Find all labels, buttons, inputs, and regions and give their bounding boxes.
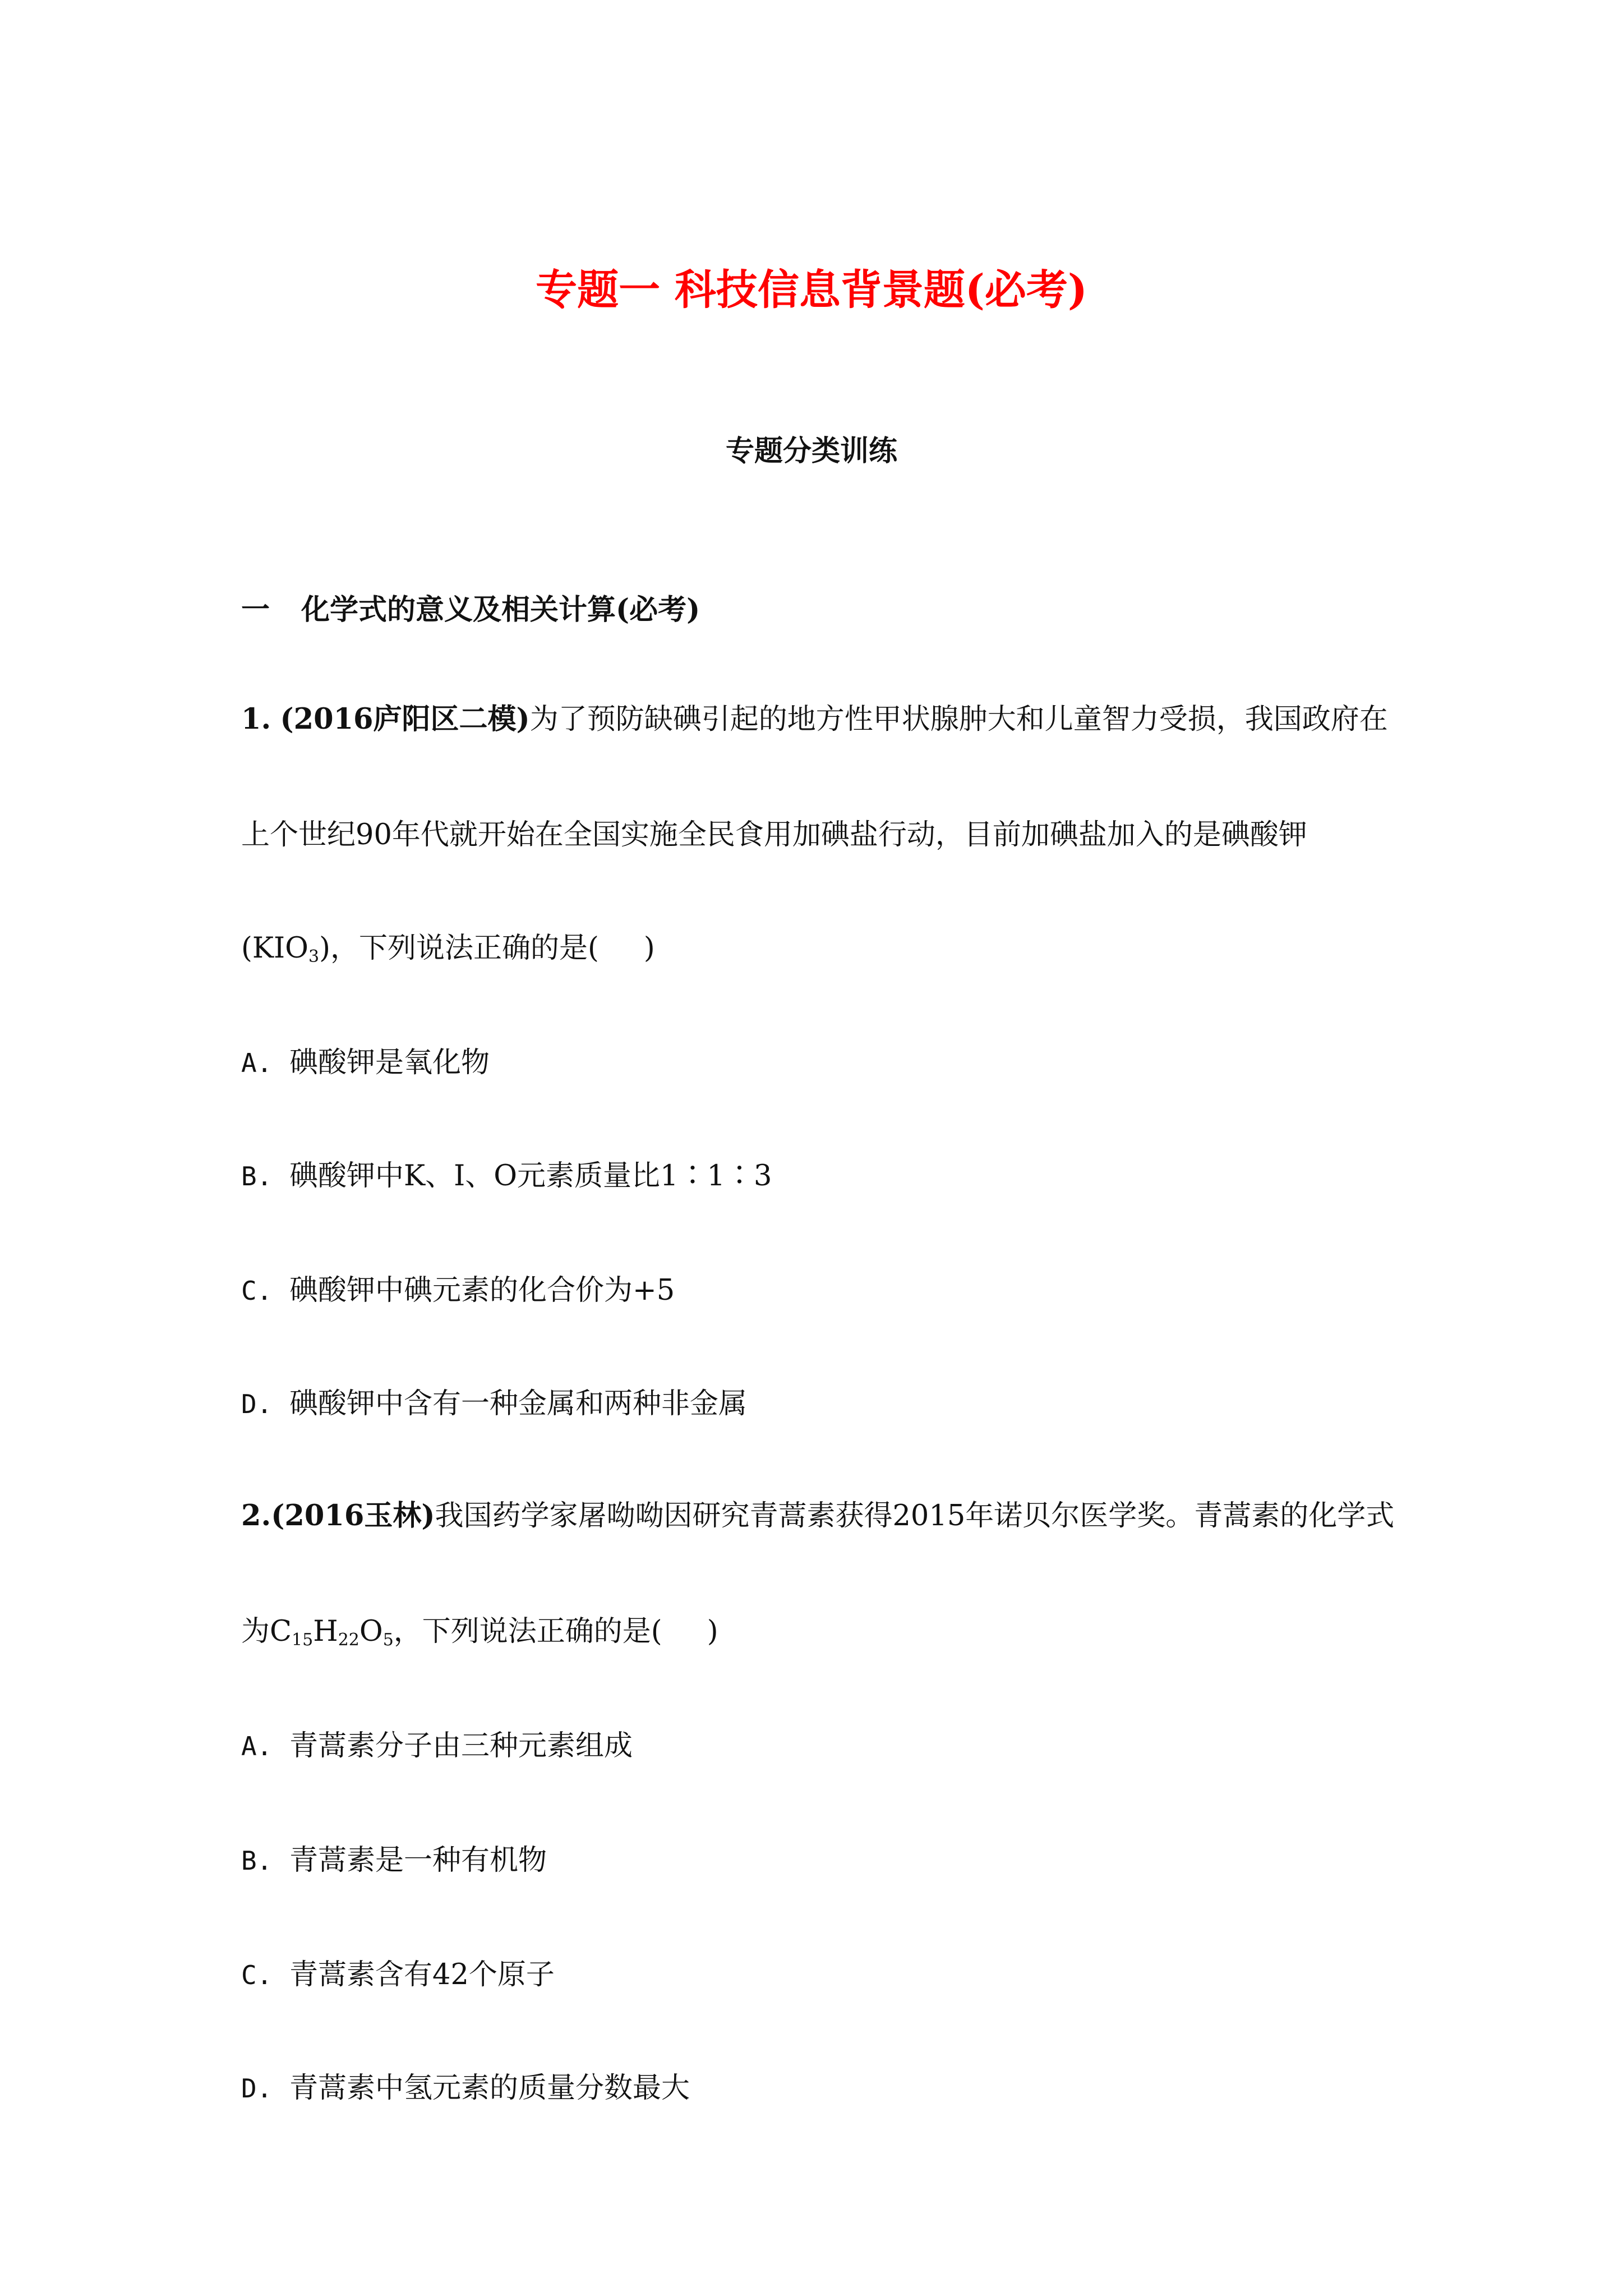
question-2-line-1 [241, 1492, 1394, 1534]
question-2-number: 2. [241, 1499, 271, 1533]
question-1-source: (2016庐阳区二模) [280, 702, 530, 736]
formula-prefix: (KIO [241, 932, 308, 965]
question-2-text-1: 我国药学家屠呦呦因研究青蒿素获得2015年诺贝尔医学奖。青蒿素的化学式 [435, 1499, 1395, 1533]
option-text: 碘酸钾中K、I、O元素质量比1∶1∶3 [289, 1159, 772, 1193]
option-letter: A. [241, 1048, 273, 1078]
document-title: 专题一 科技信息背景题(必考) [536, 266, 1087, 314]
question-1-text-3: )，下列说法正确的是( [319, 932, 599, 965]
option-text: 青蒿素中氢元素的质量分数最大 [289, 2072, 690, 2105]
formula-element: O [359, 1615, 383, 1648]
section-title: 化学式的意义及相关计算(必考) [301, 593, 700, 627]
question-2-option-d [241, 2064, 690, 2106]
document-subtitle: 专题分类训练 [725, 434, 897, 468]
option-text: 碘酸钾中碘元素的化合价为+5 [289, 1274, 675, 1307]
question-1-option-c [241, 1267, 675, 1308]
question-2-option-c [241, 1951, 555, 1993]
option-letter: C. [241, 1960, 273, 1990]
formula-prefix: 为C [241, 1615, 292, 1648]
option-text: 青蒿素分子由三种元素组成 [289, 1729, 633, 1763]
option-letter: D. [241, 2073, 273, 2104]
option-letter: B. [241, 1846, 273, 1876]
question-1-option-a [241, 1039, 490, 1080]
question-1-line-1 [241, 696, 1388, 737]
question-2-line-2 [241, 1608, 718, 1649]
formula-subscript: 22 [338, 1630, 359, 1650]
formula-subscript: 3 [308, 947, 320, 967]
question-1-option-b [241, 1152, 772, 1194]
question-1-line-2: 上个世纪90年代就开始在全国实施全民食用加碘盐行动，目前加碘盐加入的是碘酸钾 [241, 818, 1307, 852]
question-1-option-d [241, 1380, 747, 1421]
option-letter: D. [241, 1389, 273, 1419]
question-2-text-2: ，下列说法正确的是( [393, 1615, 662, 1648]
question-1-number: 1. [241, 702, 271, 736]
question-1-line-3 [241, 924, 655, 966]
option-text: 碘酸钾中含有一种金属和两种非金属 [289, 1387, 748, 1420]
formula-element: H [313, 1615, 338, 1648]
question-1-text-1: 为了预防缺碘引起的地方性甲状腺肿大和儿童智力受损，我国政府在 [529, 703, 1388, 736]
option-text: 碘酸钾是氧化物 [289, 1046, 490, 1079]
option-letter: A. [241, 1731, 273, 1761]
section-heading [241, 586, 700, 628]
option-letter: C. [241, 1276, 273, 1306]
option-letter: B. [241, 1161, 273, 1191]
formula-subscript: 15 [292, 1630, 313, 1650]
question-2-option-a [241, 1722, 633, 1764]
formula-subscript: 5 [382, 1630, 394, 1650]
bracket-close: ) [707, 1615, 718, 1648]
question-2-source: (2016玉林) [271, 1499, 435, 1533]
option-text: 青蒿素是一种有机物 [289, 1844, 547, 1877]
section-number: 一 [241, 593, 270, 627]
bracket-close: ) [643, 932, 655, 965]
question-2-option-b [241, 1837, 547, 1878]
option-text: 青蒿素含有42个原子 [289, 1958, 555, 1991]
